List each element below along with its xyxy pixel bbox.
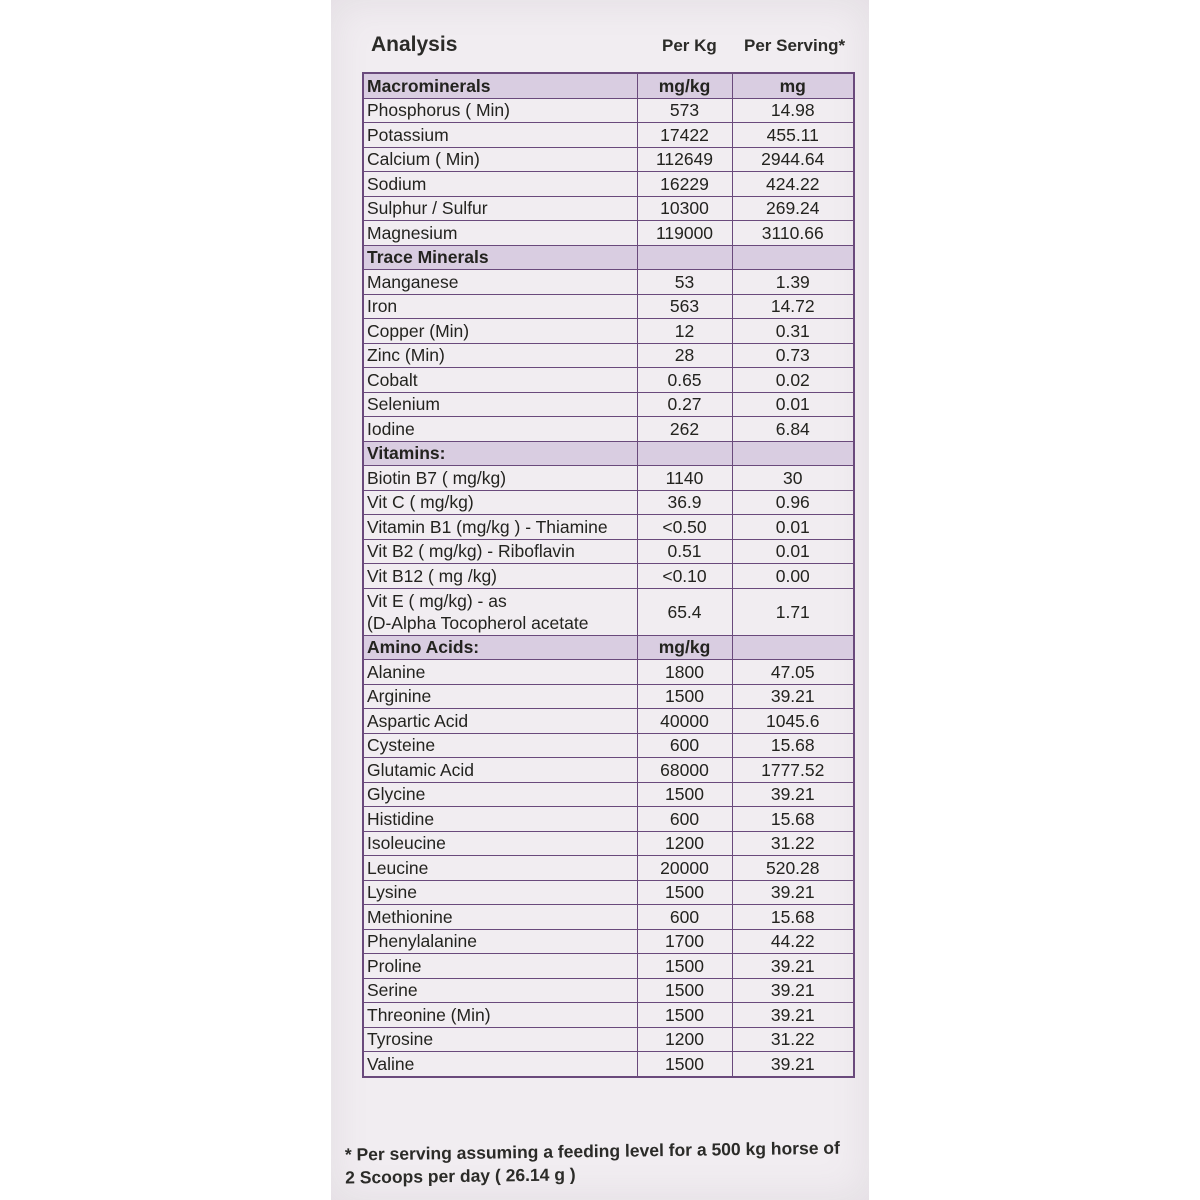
nutrient-name (363, 588, 637, 635)
per-kg-value: 112649 (637, 147, 732, 172)
nutrient-name: Phenylalanine (363, 929, 637, 954)
nutrient-name: Vitamin B1 (mg/kg ) - Thiamine (363, 515, 637, 540)
table-row (363, 1052, 854, 1077)
per-serving-value: 0.00 (732, 564, 854, 589)
section-title: Vitamins: (363, 441, 637, 466)
nutrient-name: Manganese (363, 270, 637, 295)
per-kg-value: 53 (637, 270, 732, 295)
nutrient-name: Arginine (363, 684, 637, 709)
table-row (363, 564, 854, 589)
per-serving-value: 39.21 (732, 954, 854, 979)
table-row (363, 490, 854, 515)
table-row (363, 319, 854, 344)
per-kg-value: 1200 (637, 1027, 732, 1052)
per-kg-value: 68000 (637, 758, 732, 783)
per-serving-value: 30 (732, 466, 854, 491)
nutrient-name: Potassium (363, 123, 637, 148)
nutrient-name: Glutamic Acid (363, 758, 637, 783)
per-serving-value: 14.72 (732, 294, 854, 319)
per-kg-value: 10300 (637, 196, 732, 221)
table-row (363, 758, 854, 783)
per-kg-value: 65.4 (637, 588, 732, 635)
nutrient-name: Cysteine (363, 733, 637, 758)
per-serving-value: mg (732, 73, 854, 98)
nutrient-name: Zinc (Min) (363, 343, 637, 368)
per-kg-value: 573 (637, 98, 732, 123)
per-serving-value: 14.98 (732, 98, 854, 123)
nutrient-name: Sulphur / Sulfur (363, 196, 637, 221)
table-row (363, 343, 854, 368)
per-serving-value: 0.01 (732, 515, 854, 540)
per-serving-value: 2944.64 (732, 147, 854, 172)
per-kg-value: 563 (637, 294, 732, 319)
label-panel (331, 0, 869, 1200)
per-serving-value: 0.02 (732, 368, 854, 393)
per-serving-value (732, 245, 854, 270)
section-title: Amino Acids: (363, 635, 637, 660)
table-row (363, 929, 854, 954)
nutrient-name: Selenium (363, 392, 637, 417)
nutrient-name: Vit C ( mg/kg) (363, 490, 637, 515)
nutrient-name: Alanine (363, 660, 637, 685)
table-row (363, 660, 854, 685)
nutrient-name: Calcium ( Min) (363, 147, 637, 172)
per-kg-value: 600 (637, 733, 732, 758)
per-serving-value: 39.21 (732, 978, 854, 1003)
table-row (363, 978, 854, 1003)
per-serving-value: 3110.66 (732, 221, 854, 246)
per-kg-value: 1500 (637, 782, 732, 807)
per-serving-value: 0.73 (732, 343, 854, 368)
table-row (363, 709, 854, 734)
table-row (363, 588, 854, 635)
nutrient-name-line-1: Vit E ( mg/kg) - as (367, 590, 507, 611)
analysis-table (362, 72, 855, 1078)
nutrient-name: Aspartic Acid (363, 709, 637, 734)
per-kg-value: 1700 (637, 929, 732, 954)
per-kg-value: 17422 (637, 123, 732, 148)
table-row (363, 172, 854, 197)
table-row (363, 98, 854, 123)
per-serving-value: 0.31 (732, 319, 854, 344)
per-serving-value: 1.71 (732, 588, 854, 635)
table-row (363, 123, 854, 148)
table-row (363, 368, 854, 393)
per-serving-value: 0.01 (732, 392, 854, 417)
section-header-row (363, 441, 854, 466)
table-row (363, 270, 854, 295)
section-header-row (363, 245, 854, 270)
per-kg-value: <0.10 (637, 564, 732, 589)
per-serving-value: 0.96 (732, 490, 854, 515)
per-serving-value: 47.05 (732, 660, 854, 685)
table-row (363, 221, 854, 246)
footnote-line-2: 2 Scoops per day ( 26.14 g ) (345, 1164, 576, 1188)
nutrient-name: Proline (363, 954, 637, 979)
table-row (363, 1027, 854, 1052)
per-serving-value: 39.21 (732, 1003, 854, 1028)
table-row (363, 294, 854, 319)
nutrient-name: Leucine (363, 856, 637, 881)
analysis-title: Analysis (371, 33, 458, 56)
per-serving-value: 1777.52 (732, 758, 854, 783)
nutrient-name: Iron (363, 294, 637, 319)
nutrient-name: Histidine (363, 807, 637, 832)
footnote (345, 1136, 856, 1189)
per-kg-value (637, 441, 732, 466)
nutrient-name: Tyrosine (363, 1027, 637, 1052)
per-kg-value: 0.27 (637, 392, 732, 417)
nutrient-name: Copper (Min) (363, 319, 637, 344)
section-title: Macrominerals (363, 73, 637, 98)
per-kg-value: 28 (637, 343, 732, 368)
section-header-row (363, 635, 854, 660)
per-kg-value: 1140 (637, 466, 732, 491)
nutrient-name: Iodine (363, 417, 637, 442)
per-kg-value: 1800 (637, 660, 732, 685)
per-kg-value: <0.50 (637, 515, 732, 540)
table-row (363, 807, 854, 832)
table-row (363, 392, 854, 417)
table-row (363, 954, 854, 979)
section-title: Trace Minerals (363, 245, 637, 270)
per-serving-value: 39.21 (732, 1052, 854, 1077)
table-row (363, 466, 854, 491)
table-row (363, 856, 854, 881)
table-row (363, 1003, 854, 1028)
analysis-table-body (363, 73, 854, 1077)
per-serving-value (732, 635, 854, 660)
per-kg-value: 36.9 (637, 490, 732, 515)
nutrient-name: Methionine (363, 905, 637, 930)
per-serving-value: 31.22 (732, 831, 854, 856)
per-kg-value: mg/kg (637, 635, 732, 660)
per-kg-value: 40000 (637, 709, 732, 734)
per-kg-value: 1500 (637, 1003, 732, 1028)
per-serving-value: 39.21 (732, 880, 854, 905)
per-kg-value: 1500 (637, 978, 732, 1003)
per-serving-value: 15.68 (732, 733, 854, 758)
per-serving-value: 424.22 (732, 172, 854, 197)
per-kg-value: 1500 (637, 880, 732, 905)
per-kg-value: 0.65 (637, 368, 732, 393)
per-kg-value: 12 (637, 319, 732, 344)
nutrient-name: Cobalt (363, 368, 637, 393)
per-serving-value: 1.39 (732, 270, 854, 295)
table-row (363, 196, 854, 221)
table-row (363, 782, 854, 807)
nutrient-name-line-2: (D-Alpha Tocopherol acetate (367, 612, 589, 633)
per-serving-value: 520.28 (732, 856, 854, 881)
nutrient-name: Phosphorus ( Min) (363, 98, 637, 123)
table-row (363, 831, 854, 856)
per-kg-value: 1500 (637, 684, 732, 709)
table-row (363, 733, 854, 758)
table-row (363, 684, 854, 709)
nutrient-name: Isoleucine (363, 831, 637, 856)
table-row (363, 515, 854, 540)
per-serving-value: 39.21 (732, 782, 854, 807)
nutrient-name: Serine (363, 978, 637, 1003)
per-kg-value: 1500 (637, 1052, 732, 1077)
per-serving-value: 44.22 (732, 929, 854, 954)
per-kg-value: 1500 (637, 954, 732, 979)
nutrient-name: Valine (363, 1052, 637, 1077)
table-row (363, 417, 854, 442)
per-serving-value: 269.24 (732, 196, 854, 221)
section-header-row (363, 73, 854, 98)
per-serving-column-header: Per Serving* (744, 36, 846, 55)
nutrient-name: Vit B2 ( mg/kg) - Riboflavin (363, 539, 637, 564)
per-kg-value: 600 (637, 807, 732, 832)
table-row (363, 539, 854, 564)
nutrient-name: Threonine (Min) (363, 1003, 637, 1028)
per-kg-value (637, 245, 732, 270)
per-kg-value: 262 (637, 417, 732, 442)
per-kg-value: 20000 (637, 856, 732, 881)
per-kg-value: 0.51 (637, 539, 732, 564)
per-kg-value: 119000 (637, 221, 732, 246)
per-kg-value: 1200 (637, 831, 732, 856)
per-serving-value: 31.22 (732, 1027, 854, 1052)
table-row (363, 880, 854, 905)
per-serving-value: 15.68 (732, 905, 854, 930)
table-row (363, 147, 854, 172)
nutrient-name: Magnesium (363, 221, 637, 246)
nutrient-name: Vit B12 ( mg /kg) (363, 564, 637, 589)
per-serving-value: 15.68 (732, 807, 854, 832)
nutrient-name: Glycine (363, 782, 637, 807)
nutrient-name: Sodium (363, 172, 637, 197)
per-kg-column-header: Per Kg (662, 36, 717, 55)
per-serving-value: 6.84 (732, 417, 854, 442)
per-kg-value: 16229 (637, 172, 732, 197)
per-kg-value: 600 (637, 905, 732, 930)
nutrient-name: Biotin B7 ( mg/kg) (363, 466, 637, 491)
table-row (363, 905, 854, 930)
table-header (331, 30, 869, 66)
per-serving-value: 1045.6 (732, 709, 854, 734)
per-serving-value: 0.01 (732, 539, 854, 564)
per-serving-value: 455.11 (732, 123, 854, 148)
per-kg-value: mg/kg (637, 73, 732, 98)
per-serving-value: 39.21 (732, 684, 854, 709)
footnote-line-1: * Per serving assuming a feeding level for a 500 kg horse of (344, 1137, 840, 1165)
per-serving-value (732, 441, 854, 466)
nutrient-name: Lysine (363, 880, 637, 905)
